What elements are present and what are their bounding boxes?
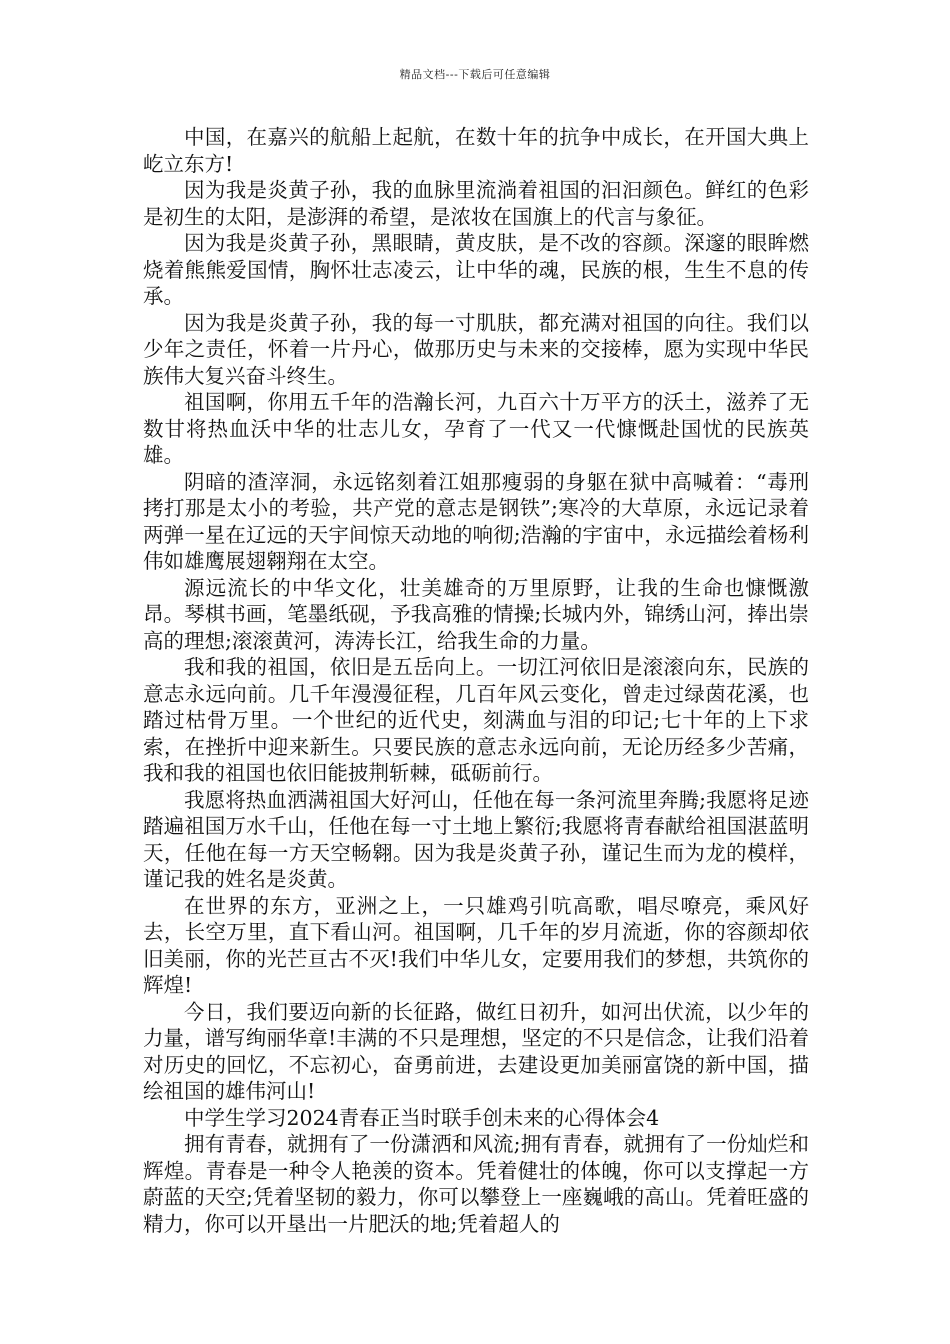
paragraph: 因为我是炎黄子孙，黑眼睛，黄皮肤，是不改的容颜。深邃的眼眸燃烧着熊熊爱国情，胸怀壮志凌云，让中华的魂，民族的根，生生不息的传承。: [143, 231, 809, 308]
document-body: [143, 124, 809, 1237]
section-heading: 中学生学习2024青春正当时联手创未来的心得体会4: [184, 1105, 660, 1130]
paragraph: 因为我是炎黄子孙，我的血脉里流淌着祖国的汩汩颜色。鲜红的色彩是初生的太阳，是澎湃的希望，是浓妆在国旗上的代言与象征。: [143, 178, 809, 229]
paragraph: 阴暗的渣滓洞，永远铭刻着江姐那瘦弱的身躯在狱中高喊着：“毒刑拷打那是太小的考验，共产党的意志是钢铁”;寒冷的大草原，永远记录着两弹一星在辽远的天宇间惊天动地的响彻;浩瀚的宇宙中，永远描绘着杨利伟如雄鹰展翅翱翔在太空。: [143, 469, 809, 573]
paragraph: 中国，在嘉兴的航船上起航，在数十年的抗争中成长，在开国大典上屹立东方!: [143, 125, 809, 176]
paragraph: 因为我是炎黄子孙，我的每一寸肌肤，都充满对祖国的向往。我们以少年之责任，怀着一片丹心，做那历史与未来的交接棒，愿为实现中华民族伟大复兴奋斗终生。: [143, 310, 809, 388]
paragraph: 我愿将热血洒满祖国大好河山，任他在每一条河流里奔腾;我愿将足迹踏遍祖国万水千山，任他在每一寸土地上繁衍;我愿将青春献给祖国湛蓝明天，任他在每一方天空畅翱。因为我是炎黄子孙，谨记生而为龙的模样，谨记我的姓名是炎黄。: [143, 787, 809, 891]
paragraph: 在世界的东方，亚洲之上，一只雄鸡引吭高歌，唱尽嘹亮，乘风好去，长空万里，直下看山河。祖国啊，几千年的岁月流逝，你的容颜却依旧美丽，你的光芒亘古不灭!我们中华儿女，定要用我们的梦想，共筑你的辉煌!: [143, 893, 809, 997]
paragraph: 我和我的祖国，依旧是五岳向上。一切江河依旧是滚滚向东，民族的意志永远向前。几千年漫漫征程，几百年风云变化，曾走过绿茵花溪，也踏过枯骨万里。一个世纪的近代史，刻满血与泪的印记;七十年的上下求索，在挫折中迎来新生。只要民族的意志永远向前，无论历经多少苦痛，我和我的祖国也依旧能披荆斩棘，砥砺前行。: [143, 655, 809, 785]
paragraph: 今日，我们要迈向新的长征路，做红日初升，如河出伏流，以少年的力量，谱写绚丽华章!丰满的不只是理想，坚定的不只是信念，让我们沿着对历史的回忆，不忘初心，奋勇前进，去建设更加美丽富饶的新中国，描绘祖国的雄伟河山!: [143, 999, 809, 1103]
page-header: 精品文档---下载后可任意编辑: [399, 68, 551, 81]
paragraph: 源远流长的中华文化，壮美雄奇的万里原野，让我的生命也慷慨激昂。琴棋书画，笔墨纸砚，予我高雅的情操;长城内外，锦绣山河，捧出崇高的理想;滚滚黄河，涛涛长江，给我生命的力量。: [143, 575, 809, 653]
paragraph: 拥有青春，就拥有了一份潇洒和风流;拥有青春，就拥有了一份灿烂和辉煌。青春是一种令人艳羡的资本。凭着健壮的体魄，你可以支撑起一方蔚蓝的天空;凭着坚韧的毅力，你可以攀登上一座巍峨的高山。凭着旺盛的精力，你可以开垦出一片肥沃的地;凭着超人的: [143, 1132, 809, 1236]
paragraph: 祖国啊，你用五千年的浩瀚长河，九百六十万平方的沃土，滋养了无数甘将热血沃中华的壮志儿女，孕育了一代又一代慷慨赴国忧的民族英雄。: [143, 390, 809, 467]
